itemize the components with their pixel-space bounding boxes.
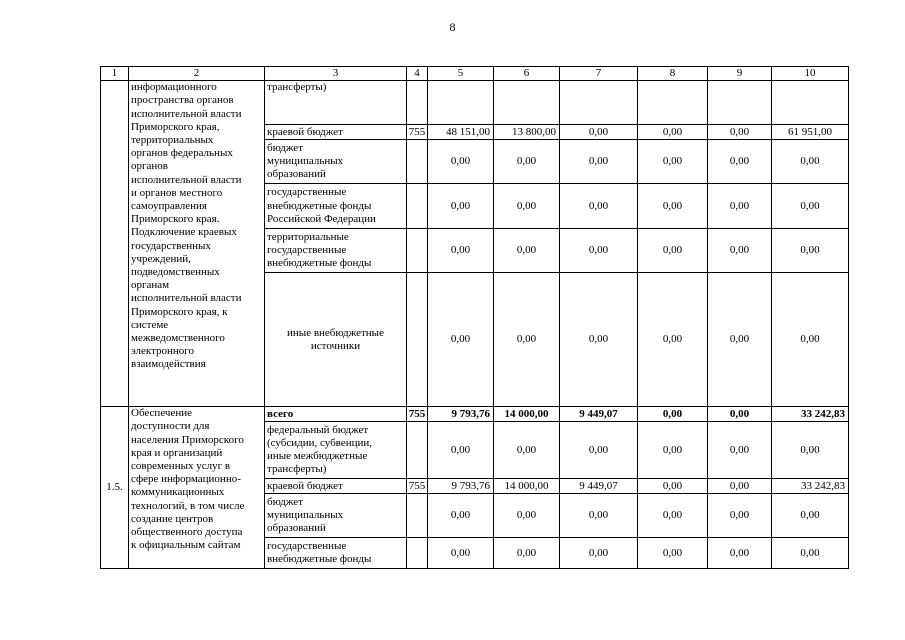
- funding-source: государственные внебюджетные фонды: [265, 538, 407, 569]
- value-cell: 13 800,00: [494, 125, 560, 140]
- column-header: 1: [101, 67, 129, 81]
- value-cell: [560, 81, 638, 125]
- value-cell: 0,00: [638, 273, 708, 407]
- value-cell: 14 000,00: [494, 479, 560, 494]
- column-header: 6: [494, 67, 560, 81]
- value-cell: 0,00: [638, 184, 708, 229]
- column-header: 9: [708, 67, 772, 81]
- value-cell: 0,00: [638, 538, 708, 569]
- value-cell: 0,00: [428, 538, 494, 569]
- budget-code: [407, 538, 428, 569]
- value-cell: 9 449,07: [560, 407, 638, 422]
- value-cell: 0,00: [772, 273, 849, 407]
- column-number-row: [101, 67, 849, 81]
- value-cell: [708, 81, 772, 125]
- column-header: 7: [560, 67, 638, 81]
- budget-table: [100, 66, 849, 569]
- value-cell: 0,00: [772, 184, 849, 229]
- value-cell: 0,00: [494, 273, 560, 407]
- value-cell: 61 951,00: [772, 125, 849, 140]
- value-cell: 48 151,00: [428, 125, 494, 140]
- budget-code: [407, 273, 428, 407]
- value-cell: 0,00: [560, 422, 638, 479]
- value-cell: 9 793,76: [428, 479, 494, 494]
- value-cell: 14 000,00: [494, 407, 560, 422]
- value-cell: 0,00: [494, 494, 560, 538]
- value-cell: 0,00: [638, 494, 708, 538]
- value-cell: 0,00: [494, 422, 560, 479]
- value-cell: 0,00: [494, 538, 560, 569]
- budget-code: [407, 184, 428, 229]
- funding-source: трансферты): [265, 81, 407, 125]
- value-cell: 0,00: [708, 407, 772, 422]
- budget-code: [407, 422, 428, 479]
- value-cell: 0,00: [772, 422, 849, 479]
- budget-code: 755: [407, 125, 428, 140]
- value-cell: 0,00: [638, 140, 708, 184]
- funding-source: всего: [265, 407, 407, 422]
- section-number: [101, 81, 129, 407]
- value-cell: 0,00: [560, 273, 638, 407]
- value-cell: [772, 81, 849, 125]
- value-cell: 0,00: [428, 273, 494, 407]
- value-cell: 0,00: [708, 422, 772, 479]
- value-cell: 0,00: [428, 184, 494, 229]
- value-cell: 0,00: [560, 538, 638, 569]
- column-header: 4: [407, 67, 428, 81]
- value-cell: 0,00: [708, 229, 772, 273]
- budget-code: [407, 494, 428, 538]
- value-cell: 0,00: [638, 229, 708, 273]
- budget-code: [407, 140, 428, 184]
- value-cell: 0,00: [638, 407, 708, 422]
- funding-source: бюджет муниципальных образований: [265, 140, 407, 184]
- value-cell: 0,00: [560, 494, 638, 538]
- funding-source: бюджет муниципальных образований: [265, 494, 407, 538]
- value-cell: 0,00: [428, 422, 494, 479]
- funding-source: иные внебюджетные источники: [265, 273, 407, 407]
- page-number: 8: [449, 20, 456, 34]
- column-header: 5: [428, 67, 494, 81]
- value-cell: 0,00: [708, 273, 772, 407]
- value-cell: 9 449,07: [560, 479, 638, 494]
- budget-code: 755: [407, 407, 428, 422]
- column-header: 10: [772, 67, 849, 81]
- value-cell: 9 793,76: [428, 407, 494, 422]
- value-cell: 0,00: [708, 125, 772, 140]
- value-cell: 0,00: [772, 538, 849, 569]
- section-name: информационного пространства органов исполнительной власти Приморского края, территориальных органов федеральных органов исполнительной власти и органов местного самоуправления Приморского края. Подключение краевых государственных учреждений, подведомственных органам исполнительной власти Приморского края, к системе межведомственного электронного взаимодействия: [129, 81, 265, 407]
- value-cell: 0,00: [560, 184, 638, 229]
- value-cell: 0,00: [638, 125, 708, 140]
- value-cell: 0,00: [560, 140, 638, 184]
- value-cell: 0,00: [708, 479, 772, 494]
- value-cell: 33 242,83: [772, 407, 849, 422]
- value-cell: 0,00: [428, 140, 494, 184]
- value-cell: 0,00: [428, 494, 494, 538]
- column-header: 2: [129, 67, 265, 81]
- budget-code: [407, 81, 428, 125]
- value-cell: 0,00: [428, 229, 494, 273]
- table-row-total: [101, 407, 849, 422]
- value-cell: 0,00: [772, 229, 849, 273]
- value-cell: 0,00: [708, 184, 772, 229]
- value-cell: 0,00: [494, 140, 560, 184]
- section-number: 1.5.: [101, 407, 129, 569]
- funding-source: территориальные государственные внебюджетные фонды: [265, 229, 407, 273]
- funding-source: краевой бюджет: [265, 125, 407, 140]
- value-cell: 0,00: [708, 140, 772, 184]
- value-cell: 0,00: [638, 422, 708, 479]
- value-cell: 0,00: [638, 479, 708, 494]
- value-cell: [428, 81, 494, 125]
- funding-source: государственные внебюджетные фонды Российской Федерации: [265, 184, 407, 229]
- value-cell: [638, 81, 708, 125]
- value-cell: 0,00: [494, 184, 560, 229]
- section-name: Обеспечение доступности для населения Приморского края и организаций современных услуг в сфере информационно- коммуникационных технологий, в том числе создание центров общественного доступа к официальным сайтам: [129, 407, 265, 569]
- budget-code: 755: [407, 479, 428, 494]
- value-cell: 0,00: [708, 538, 772, 569]
- value-cell: 0,00: [772, 140, 849, 184]
- funding-source: краевой бюджет: [265, 479, 407, 494]
- value-cell: 0,00: [772, 494, 849, 538]
- value-cell: [494, 81, 560, 125]
- value-cell: 33 242,83: [772, 479, 849, 494]
- value-cell: 0,00: [708, 494, 772, 538]
- table-row: [101, 81, 849, 125]
- budget-code: [407, 229, 428, 273]
- column-header: 3: [265, 67, 407, 81]
- value-cell: 0,00: [560, 229, 638, 273]
- funding-source: федеральный бюджет (субсидии, субвенции, иные межбюджетные трансферты): [265, 422, 407, 479]
- value-cell: 0,00: [560, 125, 638, 140]
- column-header: 8: [638, 67, 708, 81]
- value-cell: 0,00: [494, 229, 560, 273]
